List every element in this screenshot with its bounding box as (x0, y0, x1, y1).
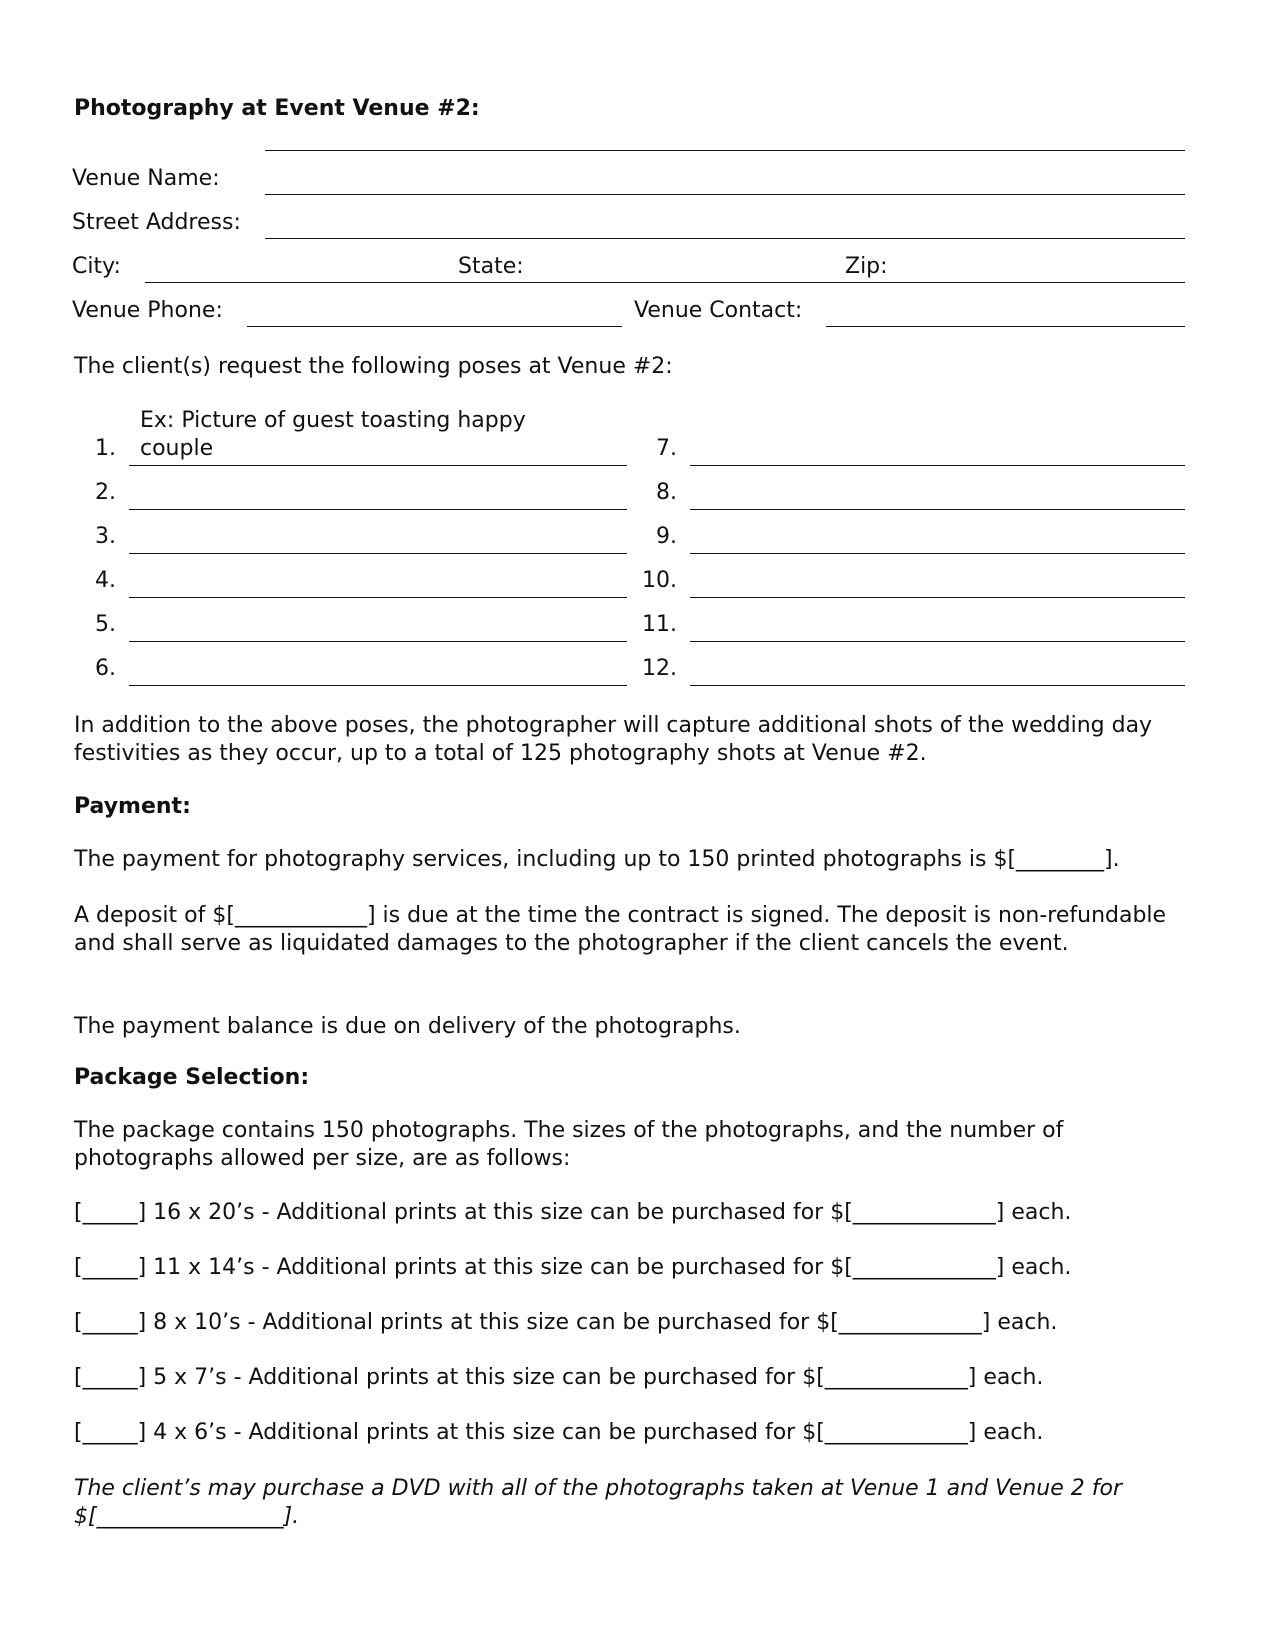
pose-line-5[interactable] (129, 641, 627, 642)
street-address-label: Street Address: (72, 210, 241, 235)
pose-number-8: 8. (656, 480, 677, 505)
pose-line-7[interactable] (690, 465, 1185, 466)
pose-example-line1: Ex: Picture of guest toasting happy (140, 408, 526, 433)
pose-number-11: 11. (642, 612, 677, 637)
pose-line-1[interactable] (129, 465, 627, 466)
pose-line-9[interactable] (690, 553, 1185, 554)
pose-number-9: 9. (656, 524, 677, 549)
venue-phone-label: Venue Phone: (72, 298, 223, 323)
venue-phone-line (247, 326, 622, 327)
package-item-16x20: [_____] 16 x 20’s - Additional prints at this size can be purchased for $[_____________] each. (74, 1200, 1072, 1225)
pose-number-1: 1. (95, 436, 116, 461)
venue-phone-field[interactable] (247, 298, 622, 326)
venue-contact-line (826, 326, 1185, 327)
package-item-8x10: [_____] 8 x 10’s - Additional prints at this size can be purchased for $[_____________] each. (74, 1310, 1058, 1335)
package-item-11x14: [_____] 11 x 14’s - Additional prints at this size can be purchased for $[_____________] each. (74, 1255, 1072, 1280)
pose-number-6: 6. (95, 656, 116, 681)
pose-number-7: 7. (656, 436, 677, 461)
pose-number-10: 10. (642, 568, 677, 593)
dvd-offer-text: The client’s may purchase a DVD with all of the photographs taken at Venue 1 and Venue 2 for $[_________________]. (74, 1476, 1122, 1529)
poses-intro: The client(s) request the following poses at Venue #2: (74, 354, 673, 379)
page-title: Photography at Event Venue #2: (74, 96, 480, 121)
blank-line-top[interactable] (265, 150, 1185, 151)
pose-line-4[interactable] (129, 597, 627, 598)
payment-text: The payment for photography services, including up to 150 printed photographs is $[________]. (74, 847, 1120, 872)
pose-number-4: 4. (95, 568, 116, 593)
package-intro: The package contains 150 photographs. The sizes of the photographs, and the number of photographs allowed per size, are as follows: (74, 1118, 1064, 1171)
venue-contact-label: Venue Contact: (634, 298, 803, 323)
pose-number-3: 3. (95, 524, 116, 549)
pose-line-3[interactable] (129, 553, 627, 554)
venue-name-label: Venue Name: (72, 166, 220, 191)
venue-name-field[interactable] (265, 166, 1185, 194)
package-heading: Package Selection: (74, 1065, 310, 1090)
zip-field[interactable] (895, 254, 1185, 282)
pose-line-2[interactable] (129, 509, 627, 510)
pose-line-11[interactable] (690, 641, 1185, 642)
city-state-zip-line (145, 282, 1185, 283)
street-address-field[interactable] (265, 210, 1185, 238)
venue-contact-field[interactable] (826, 298, 1185, 326)
street-address-line (265, 238, 1185, 239)
city-label: City: (72, 254, 121, 279)
pose-line-6[interactable] (129, 685, 627, 686)
pose-number-2: 2. (95, 480, 116, 505)
pose-line-10[interactable] (690, 597, 1185, 598)
package-item-4x6: [_____] 4 x 6’s - Additional prints at this size can be purchased for $[_____________] each. (74, 1420, 1044, 1445)
state-label: State: (458, 254, 524, 279)
venue-name-line (265, 194, 1185, 195)
state-field[interactable] (530, 254, 830, 282)
deposit-text: A deposit of $[____________] is due at the time the contract is signed. The deposit is non-refundable and shall serve as liquidated damages to the photographer if the client cancels the event. (74, 903, 1167, 956)
pose-number-12: 12. (642, 656, 677, 681)
package-item-5x7: [_____] 5 x 7’s - Additional prints at this size can be purchased for $[_____________] each. (74, 1365, 1044, 1390)
additional-shots-text: In addition to the above poses, the photographer will capture additional shots of the wedding day festivities as they occur, up to a total of 125 photography shots at Venue #2. (74, 713, 1153, 766)
balance-text: The payment balance is due on delivery of the photographs. (74, 1014, 741, 1039)
pose-line-12[interactable] (690, 685, 1185, 686)
pose-number-5: 5. (95, 612, 116, 637)
city-field[interactable] (145, 254, 445, 282)
zip-label: Zip: (845, 254, 888, 279)
payment-heading: Payment: (74, 794, 191, 819)
pose-line-8[interactable] (690, 509, 1185, 510)
pose-example-line2: couple (140, 436, 214, 461)
